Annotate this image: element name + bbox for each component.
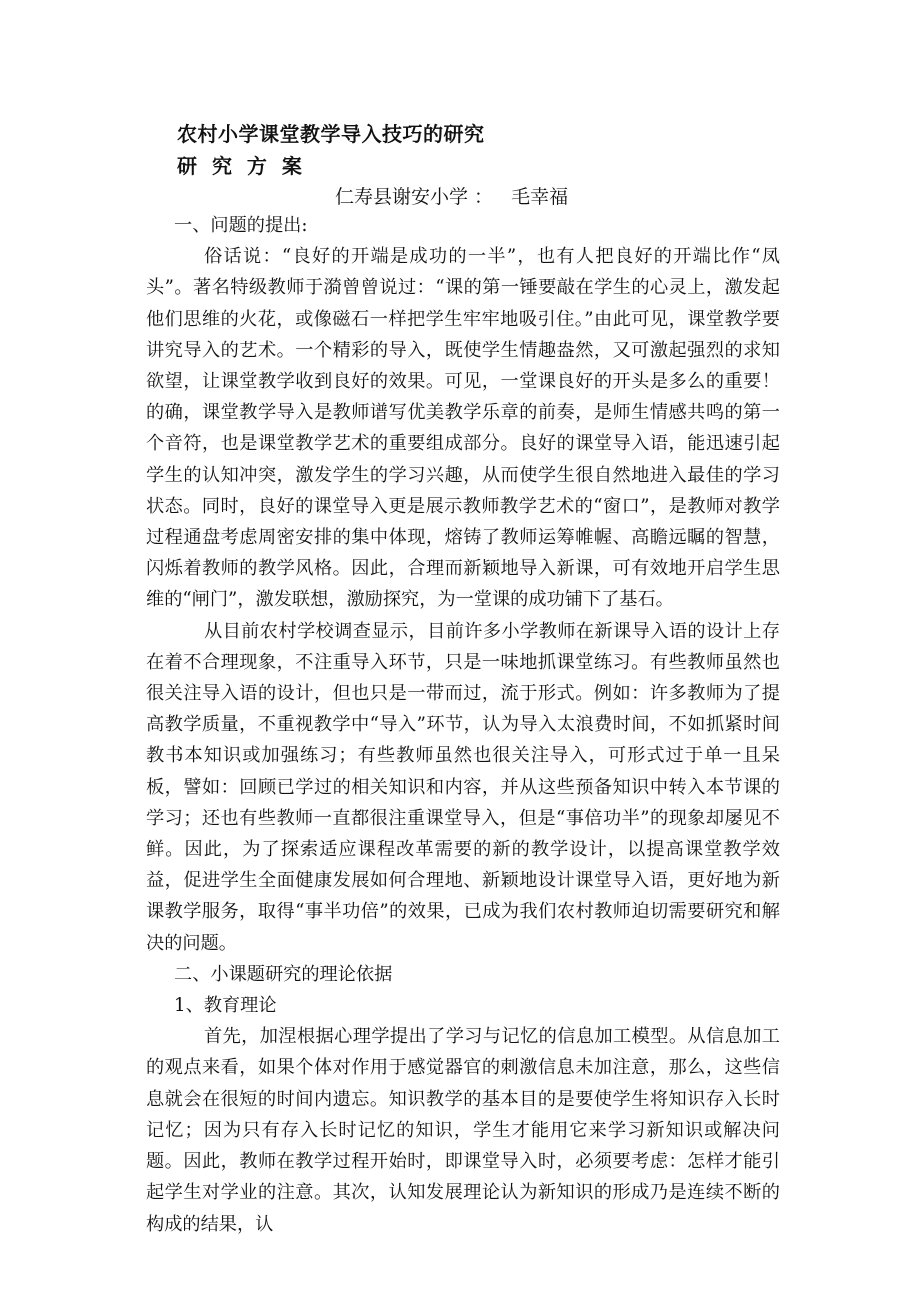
paragraph-3: 首先，加涅根据心理学提出了学习与记忆的信息加工模型。从信息加工的观点来看，如果个体对作用于感觉器官的刺激信息未加注意，那么，这些信息就会在很短的时间内遗忘。知识教学的基本目的是要使学生将知识存入长时记忆；因为只有存入长时记忆的知识，学生才能用它来学习新知识或解决问题。因此，教师在教学过程开始时，即课堂导入时，必须要考虑：怎样才能引起学生对学业的注意。其次，认知发展理论认为新知识的形成乃是连续不断的构成的结果，认: [146, 1026, 780, 1235]
document-body: [146, 210, 780, 1240]
paragraph-2: 从目前农村学校调查显示，目前许多小学教师在新课导入语的设计上存在着不合理现象，不注重导入环节，只是一味地抓课堂练习。有些教师虽然也很关注导入语的设计，但也只是一带而过，流于形式。例如：许多教师为了提高教学质量，不重视教学中“导入”环节，认为导入太浪费时间，不如抓紧时间教书本知识或加强练习；有些教师虽然也很关注导入，可形式过于单一且呆板，譬如：回顾已学过的相关知识和内容，并从这些预备知识中转入本节课的学习；还也有些教师一直都很注重课堂导入，但是“事倍功半”的现象却屡见不鲜。因此，为了探索适应课程改革需要的新的教学设计，以提高课堂教学效益，促进学生全面健康发展如何合理地、新颖地设计课堂导入语，更好地为新课教学服务，取得“事半功倍”的效果，已成为我们农村教师迫切需要研究和解决的问题。: [146, 620, 780, 954]
paragraph-1: 俗话说：“良好的开端是成功的一半”，也有人把良好的开端比作“凤头”。著名特级教师于漪曾曾说过：“课的第一锤要敲在学生的心灵上，激发起他们思维的火花，或像磁石一样把学生牢牢地吸引住。”由此可见，课堂教学要讲究导入的艺术。一个精彩的导入，既使学生情趣盎然，又可激起强烈的求知欲望，让课堂教学收到良好的效果。可见，一堂课良好的开头是多么的重要！的确，课堂教学导入是教师谱写优美教学乐章的前奏，是师生情感共鸣的第一个音符，也是课堂教学艺术的重要组成部分。良好的课堂导入语，能迅速引起学生的认知冲突，激发学生的学习兴趣，从而使学生很自然地进入最佳的学习状态。同时，良好的课堂导入更是展示教师教学艺术的“窗口”，是教师对教学过程通盘考虑周密安排的集中体现，熔铸了教师运筹帷幄、高瞻远瞩的智慧，闪烁着教师的教学风格。因此，合理而新颖地导入新课，可有效地开启学生思维的“闸门”，激发联想，激励探究，为一堂课的成功铺下了基石。: [146, 246, 780, 611]
section-heading-1: 一、问题的提出:: [174, 215, 308, 236]
section-heading-2: 二、小课题研究的理论依据: [174, 963, 393, 985]
document-title: 农村小学课堂教学导入技巧的研究: [177, 122, 485, 146]
author-line: 仁寿县谢安小学 ： 毛幸福: [335, 186, 569, 208]
subsection-heading-1: 1、教育理论: [174, 995, 277, 1017]
document-subtitle: 研 究 方 案: [177, 154, 306, 178]
